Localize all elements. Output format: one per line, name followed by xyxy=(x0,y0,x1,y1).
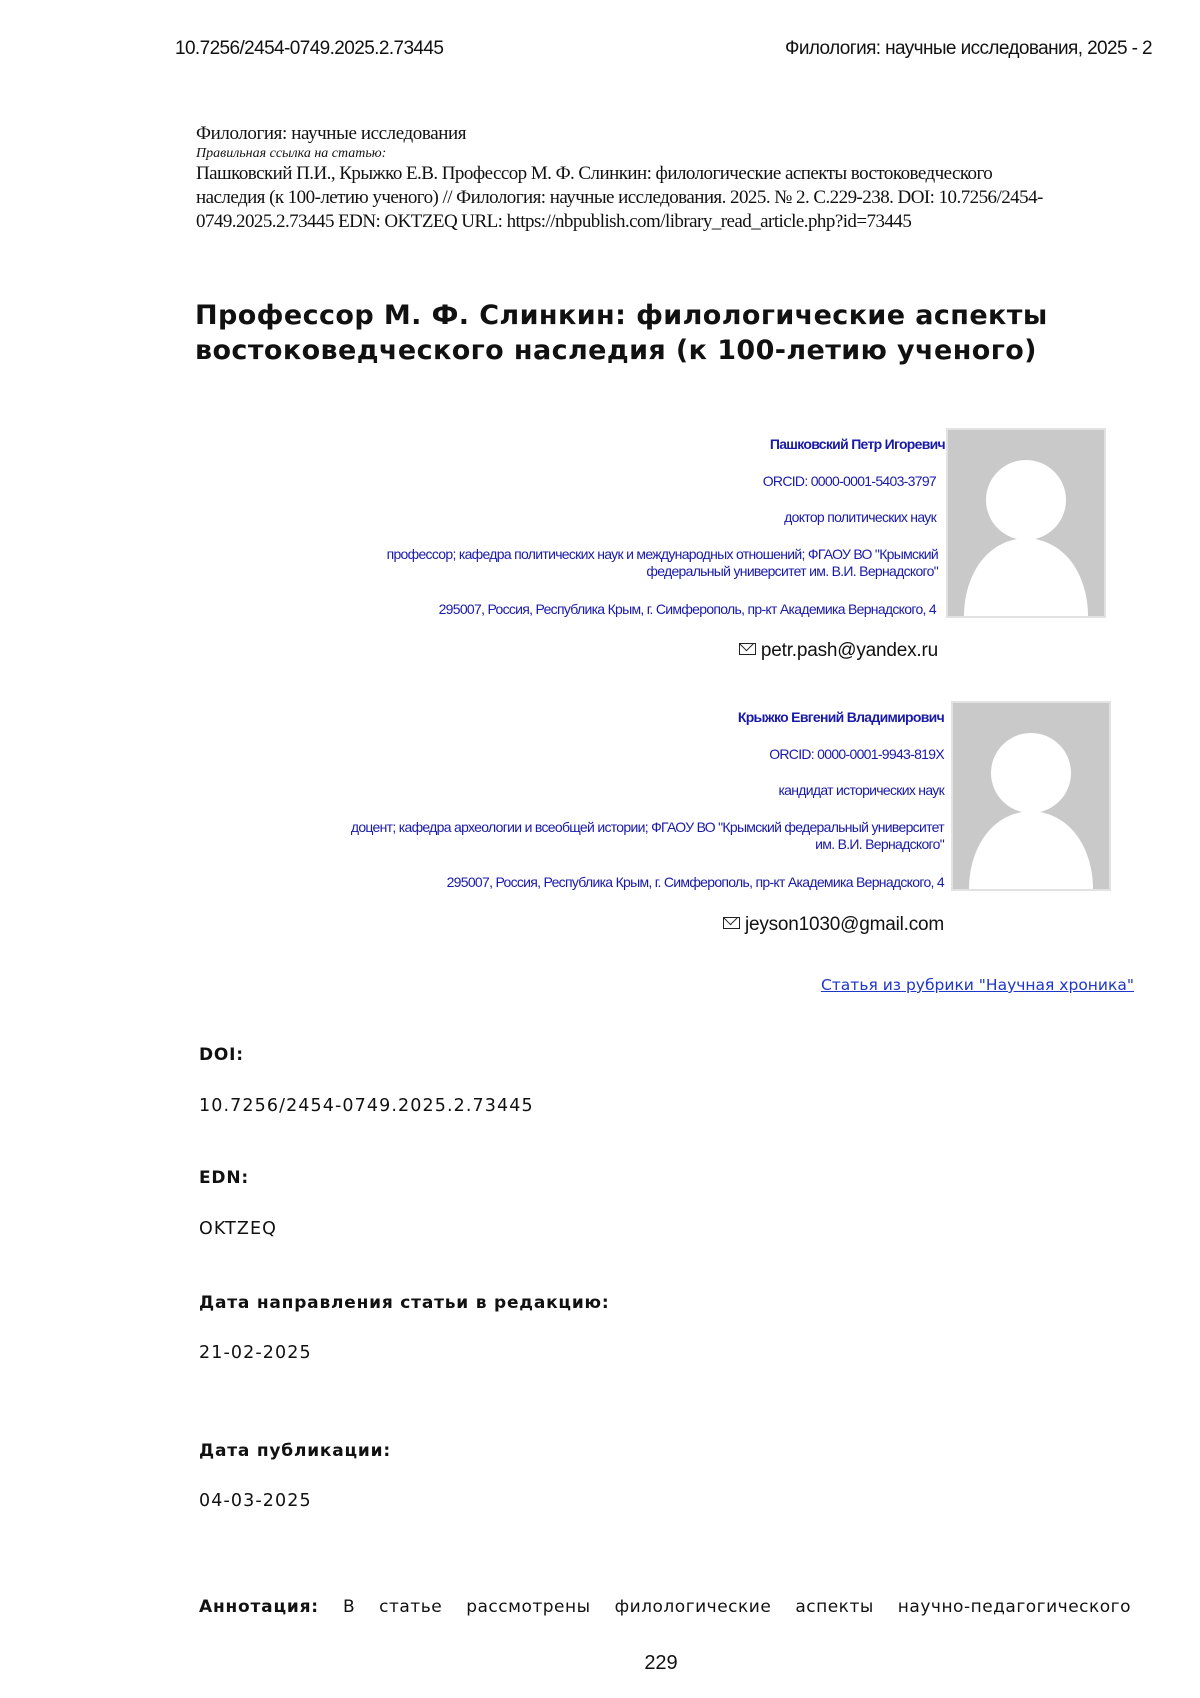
author-position-line: им. В.И. Вернадского" xyxy=(815,836,944,852)
citation-journal: Филология: научные исследования xyxy=(196,123,467,144)
running-header-doi: 10.7256/2454-0749.2025.2.73445 xyxy=(175,38,444,59)
abstract-label: Аннотация: xyxy=(199,1597,319,1617)
author-address: 295007, Россия, Республика Крым, г. Симферополь, пр-кт Академика Вернадского, 4 xyxy=(438,601,936,617)
rubric-link[interactable]: Статья из рубрики "Научная хроника" xyxy=(820,976,1134,994)
citation-label: Правильная ссылка на статью: xyxy=(196,146,387,161)
author-position-line: профессор; кафедра политических наук и международных отношений; ФГАОУ ВО "Крымский xyxy=(386,546,938,562)
published-label: Дата публикации: xyxy=(199,1441,391,1461)
author-address: 295007, Россия, Республика Крым, г. Симферополь, пр-кт Академика Вернадского, 4 xyxy=(446,874,944,890)
published-value: 04-03-2025 xyxy=(199,1491,312,1511)
abstract-text: В статье рассмотрены филологические аспекты научно-педагогического xyxy=(342,1597,1131,1617)
citation-line: наследия (к 100-летию ученого) // Филология: научные исследования. 2025. № 2. С.229-238. DOI: 10.7256/2454- xyxy=(196,187,1043,208)
running-header-journal: Филология: научные исследования, 2025 - 2 xyxy=(784,38,1152,59)
article-title-line: востоковедческого наследия (к 100-летию ученого) xyxy=(195,335,1037,366)
doi-label: DOI: xyxy=(199,1045,244,1065)
author-email[interactable] xyxy=(739,640,938,662)
mail-icon xyxy=(739,643,756,655)
person-silhouette-icon xyxy=(948,430,1104,616)
citation-line: Пашковский П.И., Крыжко Е.В. Профессор М. Ф. Слинкин: филологические аспекты востоковедческого xyxy=(196,163,993,184)
abstract xyxy=(199,1597,1131,1617)
person-silhouette-icon xyxy=(953,703,1109,889)
author-email-text[interactable]: petr.pash@yandex.ru xyxy=(760,640,938,661)
doi-value: 10.7256/2454-0749.2025.2.73445 xyxy=(199,1096,534,1116)
author-position-line: федеральный университет им. В.И. Вернадского" xyxy=(646,563,938,579)
author-degree: доктор политических наук xyxy=(784,509,936,525)
author-photo xyxy=(946,428,1106,618)
citation-block xyxy=(196,122,1116,234)
author-email-text[interactable]: jeyson1030@gmail.com xyxy=(744,914,944,935)
page-number: 229 xyxy=(644,1652,678,1674)
author-orcid[interactable]: ORCID: 0000-0001-5403-3797 xyxy=(762,473,936,489)
author-orcid[interactable]: ORCID: 0000-0001-9943-819X xyxy=(769,746,944,762)
citation-line: 0749.2025.2.73445 EDN: OKTZEQ URL: https://nbpublish.com/library_read_article.php?id=73445 xyxy=(196,211,912,232)
article-title xyxy=(195,298,1155,368)
author-name: Пашковский Петр Игоревич xyxy=(769,436,945,452)
author-name: Крыжко Евгений Владимирович xyxy=(737,709,944,725)
edn-label: EDN: xyxy=(199,1168,249,1188)
edn-value: OKTZEQ xyxy=(199,1219,278,1239)
article-title-line: Профессор М. Ф. Слинкин: филологические аспекты xyxy=(195,300,1048,331)
author-email[interactable] xyxy=(723,914,944,936)
author-photo xyxy=(951,701,1111,891)
submitted-value: 21-02-2025 xyxy=(199,1343,312,1363)
author-position xyxy=(218,546,938,580)
submitted-label: Дата направления статьи в редакцию: xyxy=(199,1293,610,1313)
mail-icon xyxy=(723,917,740,929)
author-position-line: доцент; кафедра археологии и всеобщей истории; ФГАОУ ВО "Крымский федеральный университет xyxy=(350,819,944,835)
author-degree: кандидат исторических наук xyxy=(778,782,944,798)
author-position xyxy=(184,819,944,853)
